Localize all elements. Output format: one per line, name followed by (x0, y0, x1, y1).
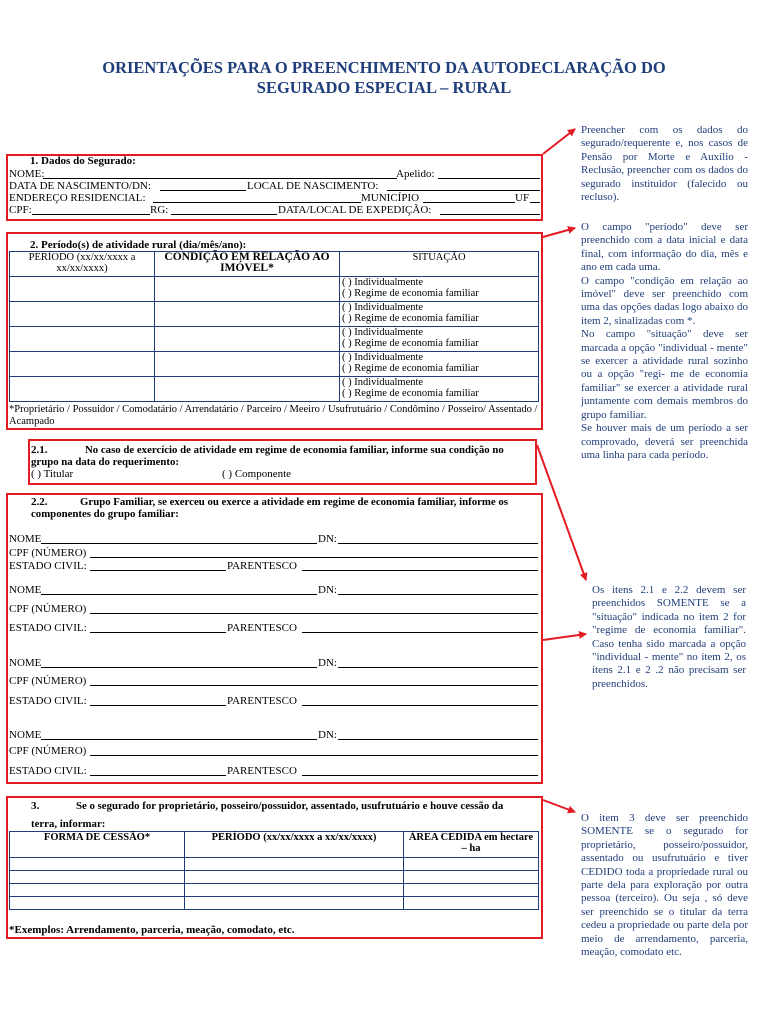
arrow-section-2-2 (543, 634, 586, 640)
col-situacao: SITUAÇÃO (340, 252, 539, 277)
note-itens-2-1-2-2: Os itens 2.1 e 2.2 devem ser preenchidos SOMENTE se a "situação" indicada no item 2 for "regime de economia familiar". Caso tenha sido marcada a opção "individual - mente" no item 2, os itens 2.1 e 2 .2 não precisam ser preenchidos. (592, 584, 746, 690)
option-familiar[interactable]: ( ) Regime de economia familiar (342, 313, 479, 324)
section-3-text-2: terra, informar: (31, 818, 106, 830)
section-3-number: 3. (31, 800, 40, 812)
option-familiar[interactable]: ( ) Regime de economia familiar (342, 388, 479, 399)
option-individual[interactable]: ( ) Individualmente (342, 377, 424, 388)
member-nome-label: NOME (9, 584, 42, 596)
section-2-1-number: 2.1. (31, 444, 48, 456)
arrow-section-1 (543, 129, 575, 154)
cpf-label: CPF: (9, 204, 32, 216)
member-parentesco-label: PARENTESCO (227, 560, 297, 572)
col-periodo-cessao: PERÍODO (xx/xx/xxxx a xx/xx/xxxx) (185, 832, 404, 858)
col-area: ÁREA CEDIDA em hectare – ha (404, 832, 539, 858)
municipio-label: MUNICÍPIO (361, 192, 420, 204)
section-2-footnote: *Proprietário / Possuidor / Comodatário / Arrendatário / Parceiro / Meeiro / Usufrutuário / Condômino / Posseiro/ Assentado / Acampado (9, 404, 538, 427)
member-cpf-label: CPF (NÚMERO) (9, 745, 87, 757)
note-situacao-text: No campo "situação" deve ser marcada a opção "individual - mente" se exercer a atividade rural sozinho ou a opção "regi- me de economia familiar" se exercer a atividade rural juntamente com demais membros do grupo familiar. (581, 328, 748, 421)
title-line-2: SEGURADO ESPECIAL – RURAL (256, 78, 512, 97)
member-estado-civil-label: ESTADO CIVIL: (9, 695, 87, 707)
section-3-footnote: *Exemplos: Arrendamento, parceria, meação, comodato, etc. (9, 924, 295, 936)
option-componente[interactable]: ( ) Componente (222, 468, 292, 480)
member-dn-label: DN: (318, 533, 337, 545)
section-1-heading: 1. Dados do Segurado: (30, 155, 136, 167)
option-individual[interactable]: ( ) Individualmente (342, 352, 424, 363)
section-2-2-number: 2.2. (31, 496, 48, 508)
col-periodo: PERÍODO (xx/xx/xxxx a xx/xx/xxxx) (10, 252, 155, 277)
local-nascimento-label: LOCAL DE NASCIMENTO: (247, 180, 379, 192)
arrow-section-2-1 (537, 445, 586, 580)
arrow-section-3 (543, 800, 575, 812)
section-2-heading: 2. Período(s) de atividade rural (dia/mês/ano): (30, 239, 247, 251)
option-familiar[interactable]: ( ) Regime de economia familiar (342, 288, 479, 299)
member-parentesco-label: PARENTESCO (227, 622, 297, 634)
col-condicao: CONDIÇÃO EM RELAÇÃO AO IMÓVEL* (155, 252, 340, 277)
expedicao-label: DATA/LOCAL DE EXPEDIÇÃO: (278, 204, 432, 216)
section-2-2-text-2: componentes do grupo familiar: (31, 508, 179, 520)
section-2-2-text-1: Grupo Familiar, se exerceu ou exerce a atividade em regime de economia familiar, informe os (80, 496, 508, 508)
section-2-1-text-2: grupo na data do requerimento: (31, 456, 179, 468)
uf-label: UF (515, 192, 530, 204)
member-estado-civil-label: ESTADO CIVIL: (9, 560, 87, 572)
col-forma: FORMA DE CESSÃO* (10, 832, 185, 858)
member-cpf-label: CPF (NÚMERO) (9, 675, 87, 687)
member-cpf-label: CPF (NÚMERO) (9, 547, 87, 559)
option-titular[interactable]: ( ) Titular (31, 468, 74, 480)
member-estado-civil-label: ESTADO CIVIL: (9, 765, 87, 777)
option-familiar[interactable]: ( ) Regime de economia familiar (342, 338, 479, 349)
note-item-3: O item 3 deve ser preenchido SOMENTE se o segurado for proprietário, posseiro/possuidor, assentado ou usufrutuário e tiver CEDIDO toda a propriedade rural ou parte dela para exploração por outra pessoa (terceiro). Ou seja , só deve ser preenchido se o titular da terra cedeu a propriedade ou parte dela por meio de arrendamento, parceria, meação, comodato etc. (581, 812, 748, 959)
member-nome-label: NOME (9, 729, 42, 741)
nascimento-label: DATA DE NASCIMENTO/DN: (9, 180, 151, 192)
apelido-label: Apelido: (396, 168, 435, 180)
member-nome-label: NOME (9, 657, 42, 669)
section-3-text-1: Se o segurado for proprietário, posseiro/possuidor, assentado, usufrutuário e houve cessão da (76, 800, 504, 812)
member-estado-civil-label: ESTADO CIVIL: (9, 622, 87, 634)
note-multiplos-text: Se houver mais de um período a ser comprovado, deverá ser preenchida uma linha para cada período. (581, 422, 748, 461)
option-familiar[interactable]: ( ) Regime de economia familiar (342, 363, 479, 374)
option-individual[interactable]: ( ) Individualmente (342, 277, 424, 288)
section-2-1-text-1: No caso de exercício de atividade em regime de economia familiar, informe sua condição no (85, 444, 504, 456)
note-dados-segurado: Preencher com os dados do segurado/requerente e, nos casos de Pensão por Morte e Auxílio - Reclusão, preencher com os dados do segurado instituidor (falecido ou recluso). (581, 124, 748, 204)
note-periodo-text: O campo "período" deve ser preenchido com a data inicial e data final, com informação do dia, mês e ano em cada uma. (581, 221, 748, 274)
member-parentesco-label: PARENTESCO (227, 695, 297, 707)
member-cpf-label: CPF (NÚMERO) (9, 603, 87, 615)
option-individual[interactable]: ( ) Individualmente (342, 302, 424, 313)
note-condicao-text: O campo "condição em relação ao imóvel" deve ser preenchido com uma das opções dadas logo abaixo do item 2, sinalizadas com *. (581, 274, 748, 327)
member-parentesco-label: PARENTESCO (227, 765, 297, 777)
nome-label: NOME: (9, 168, 45, 180)
title-line-1: ORIENTAÇÕES PARA O PREENCHIMENTO DA AUTODECLARAÇÃO DO (102, 58, 666, 77)
member-dn-label: DN: (318, 657, 337, 669)
member-dn-label: DN: (318, 729, 337, 741)
endereco-label: ENDEREÇO RESIDENCIAL: (9, 192, 146, 204)
option-individual[interactable]: ( ) Individualmente (342, 327, 424, 338)
rg-label: RG: (150, 204, 169, 216)
member-nome-label: NOME (9, 533, 42, 545)
member-dn-label: DN: (318, 584, 337, 596)
arrow-section-2 (543, 228, 575, 237)
